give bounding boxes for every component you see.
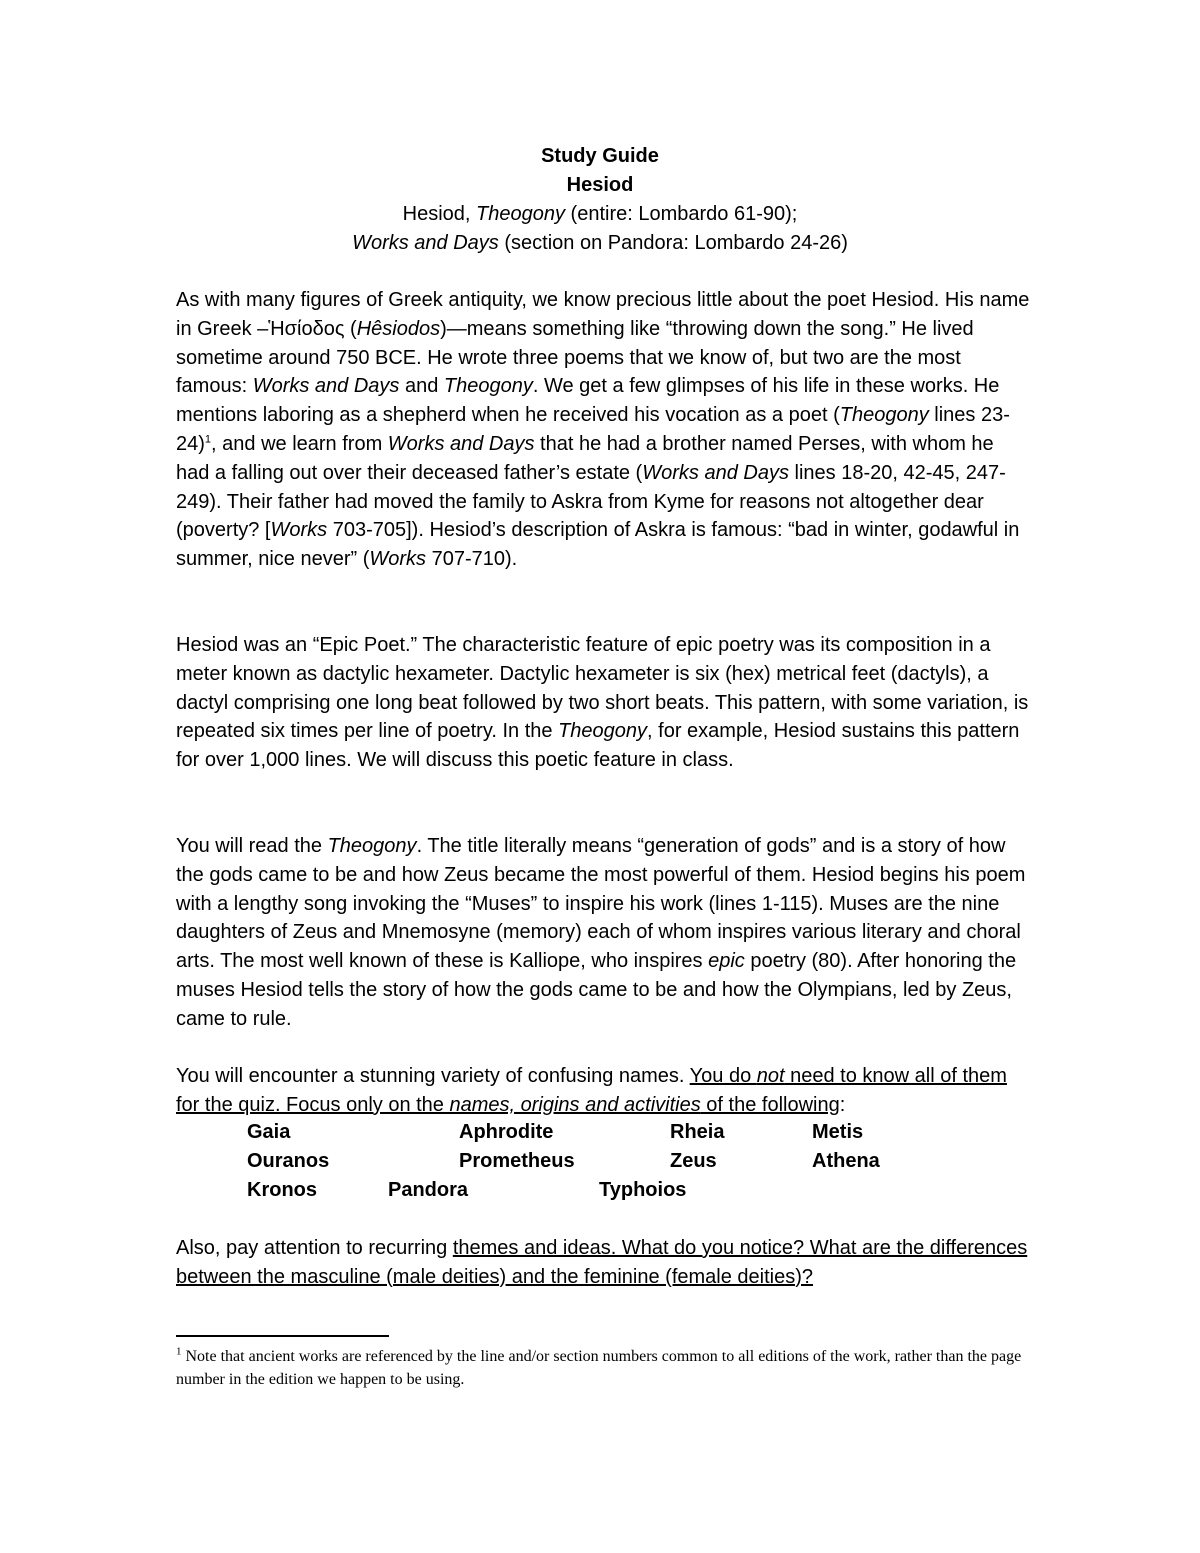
paragraph-epic-poet [176, 631, 1032, 775]
underlined-text: themes and ideas. What do you notice? What are the differences between the masculine (male deities) and the feminine (female deities)? [176, 1237, 1028, 1288]
text: 703-705]). Hesiod’s description of Askra is famous: “bad in winter, godawful in summer, nice never” ( [176, 519, 1020, 571]
name-item: Typhoios [599, 1179, 687, 1201]
text: Also, pay attention to recurring [176, 1237, 453, 1259]
paragraph-intro [176, 286, 1032, 574]
text: . The title literally means “generation of gods” and is a story of how the gods came to be and how Zeus became the most powerful of them. Hesiod begins his poem with a lengthy song invoking the “Muses” to inspire his work (lines 1-115). Muses are the nine daughters of Zeus and Mnemosyne (memory) each of whom inspires various literary and choral arts. The most well known of these is Kalliope, who inspires [176, 835, 1026, 973]
footnote-number: 1 [176, 1345, 182, 1358]
name-item: Gaia [247, 1121, 291, 1143]
underlined-text: You do [689, 1065, 757, 1087]
text: You will encounter a stunning variety of confusing names. [176, 1065, 690, 1087]
text: , for example, Hesiod sustains this pattern for over 1,000 lines. We will discuss this poetic feature in class. [176, 720, 1020, 772]
italic-text: Works and Days [642, 461, 789, 484]
reading-assignment-1 [0, 200, 1200, 229]
text: (section on Pandora: Lombardo 24-26) [498, 232, 848, 254]
text: lines 18-20, 42-45, 247-249). Their father had moved the family to Askra from Kyme for reasons not altogether dear (poverty? [ [176, 461, 1006, 542]
underlined-italic-text: not [756, 1065, 785, 1087]
name-item: Athena [812, 1150, 880, 1172]
italic-text: epic [708, 950, 745, 973]
italic-text: Works and Days [252, 375, 400, 398]
name-item: Metis [812, 1121, 864, 1143]
document-subtitle: Hesiod [566, 174, 634, 196]
text: and [399, 375, 444, 398]
reading-assignment-2 [0, 229, 1200, 258]
text: , and we learn from [211, 432, 388, 455]
text: 707-710). [426, 548, 518, 571]
italic-text: Theogony [443, 375, 533, 398]
name-item: Ouranos [247, 1150, 330, 1172]
paragraph-themes [176, 1234, 1032, 1292]
italic-text: Works and Days [352, 232, 499, 254]
text: (entire: Lombardo 61-90); [565, 203, 798, 225]
name-item: Zeus [670, 1150, 717, 1172]
footnote-reference: 1 [204, 433, 212, 446]
italic-text: Works [270, 519, 328, 542]
text: Hesiod was an “Epic Poet.” The characteristic feature of epic poetry was its composition in a meter known as dactylic hexameter. Dactylic hexameter is six (hex) metrical feet (dactyls), a dactyl comprising one long beat followed by two short beats. This pattern, with some variation, is repeated six times per line of poetry. In the [176, 634, 1029, 743]
italic-text: Theogony [558, 720, 648, 743]
italic-text: Theogony [839, 404, 929, 427]
text: . We get a few glimpses of his life in these works. He mentions laboring as a shepherd when he received his vocation as a poet ( [176, 375, 1000, 427]
footnote-separator [176, 1335, 389, 1337]
paragraph-theogony [176, 832, 1032, 1034]
name-item: Prometheus [459, 1150, 575, 1172]
underlined-text: of the following [700, 1093, 840, 1116]
italic-text: Hêsiodos [356, 317, 441, 340]
italic-text: Works [369, 548, 427, 571]
text: You will read the [176, 835, 328, 857]
name-item: Kronos [247, 1179, 317, 1201]
text: Hesiod, [402, 203, 477, 225]
text: lines 23-24) [176, 404, 1010, 455]
italic-text: Theogony [327, 835, 417, 857]
paragraph-names-intro [176, 1062, 1032, 1120]
document-title: Study Guide [541, 145, 659, 167]
text: : [839, 1093, 846, 1116]
italic-text: Theogony [476, 203, 565, 225]
footnote [176, 1345, 1036, 1391]
underlined-italic-text: names, origins and activities [449, 1093, 701, 1116]
name-item: Pandora [388, 1179, 469, 1201]
name-item: Aphrodite [459, 1121, 554, 1143]
underlined-text: need to know all of them for the quiz. Focus only on the [176, 1065, 1007, 1116]
text: that he had a brother named Perses, with whom he had a falling out over their deceased father’s estate ( [176, 432, 994, 484]
text: As with many figures of Greek antiquity, we know precious little about the poet Hesiod. His name in Greek –Ἡσίοδος ( [176, 289, 1030, 340]
text: poetry (80). After honoring the muses Hesiod tells the story of how the gods came to be and how the Olympians, led by Zeus, came to rule. [176, 950, 1017, 1030]
name-item: Rheia [670, 1121, 725, 1143]
italic-text: Works and Days [387, 432, 535, 455]
text: )—means something like “throwing down the song.” He lived sometime around 750 BCE. He wrote three poems that we know of, but two are the most famous: [176, 317, 974, 398]
footnote-text: Note that ancient works are referenced by the line and/or section numbers common to all editions of the work, rather than the page number in the edition we happen to be using. [176, 1348, 1022, 1388]
